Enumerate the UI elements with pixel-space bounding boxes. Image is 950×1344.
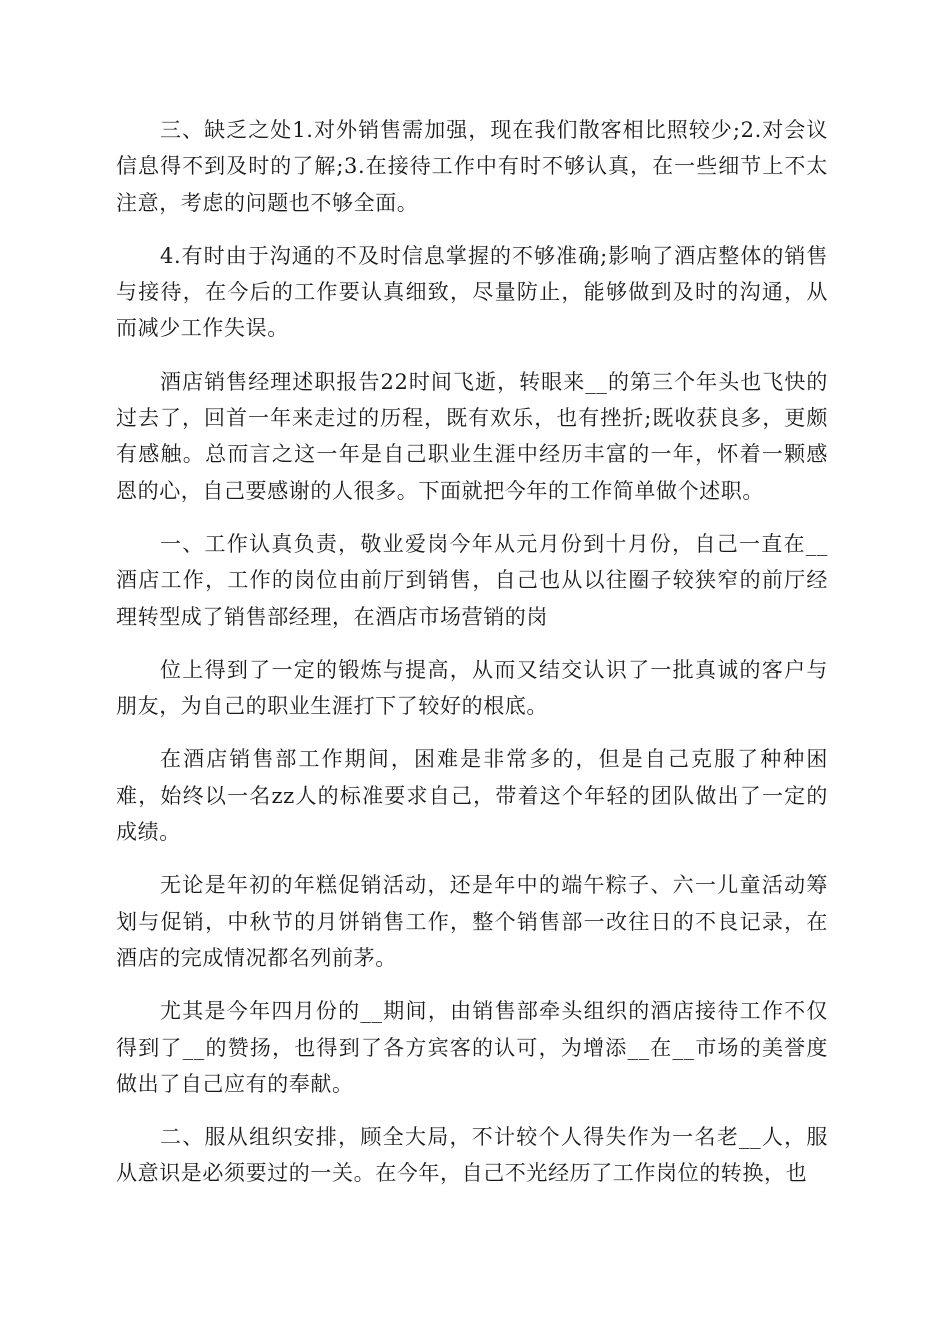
paragraph-promotions: 无论是年初的年糕促销活动，还是年中的端午粽子、六一儿童活动筹划与促销，中秋节的月饼销售工作，整个销售部一改往日的不良记录，在酒店的完成情况都名列前茅。	[116, 873, 828, 970]
paragraph-communication: 4.有时由于沟通的不及时信息掌握的不够准确;影响了酒店整体的销售与接待，在今后的工作要认真细致，尽量防止，能够做到及时的沟通，从而减少工作失误。	[116, 243, 828, 341]
paragraph-april-reception: 尤其是今年四月份的__期间，由销售部牵头组织的酒店接待工作不仅得到了__的赞扬，也得到了各方宾客的认可，为增添__在__市场的美誉度做出了自己应有的奉献。	[116, 999, 828, 1096]
paragraph-report-intro: 酒店销售经理述职报告22时间飞逝，转眼来__的第三个年头也飞快的过去了，回首一年来走过的历程，既有欢乐，也有挫折;既收获良多，更颇有感触。总而言之这一年是自己职业生涯中经历丰富的一年，怀着一颗感恩的心，自己要感谢的人很多。下面就把今年的工作简单做个述职。	[116, 369, 828, 503]
paragraph-work-responsibility: 一、工作认真负责，敬业爱岗今年从元月份到十月份，自己一直在__酒店工作，工作的岗位由前厅到销售，自己也从以往圈子较狭窄的前厅经理转型成了销售部经理，在酒店市场营销的岗	[116, 531, 828, 629]
paragraph-sales-difficulties: 在酒店销售部工作期间，困难是非常多的，但是自己克服了种种困难，始终以一名zz人的标准要求自己，带着这个年轻的团队做出了一定的成绩。	[116, 747, 828, 845]
document-body	[116, 112, 828, 1209]
paragraph-shortcomings: 三、缺乏之处1.对外销售需加强，现在我们散客相比照较少;2.对会议信息得不到及时的了解;3.在接待工作中有时不够认真，在一些细节上不太注意，考虑的问题也不够全面。	[116, 118, 828, 215]
paragraph-obey-arrangement: 二、服从组织安排，顾全大局，不计较个人得失作为一名老__人，服从意识是必须要过的一关。在今年，自己不光经历了工作岗位的转换，也	[116, 1125, 828, 1186]
paragraph-position-growth: 位上得到了一定的锻炼与提高，从而又结交认识了一批真诚的客户与朋友，为自己的职业生涯打下了较好的根底。	[116, 657, 828, 719]
